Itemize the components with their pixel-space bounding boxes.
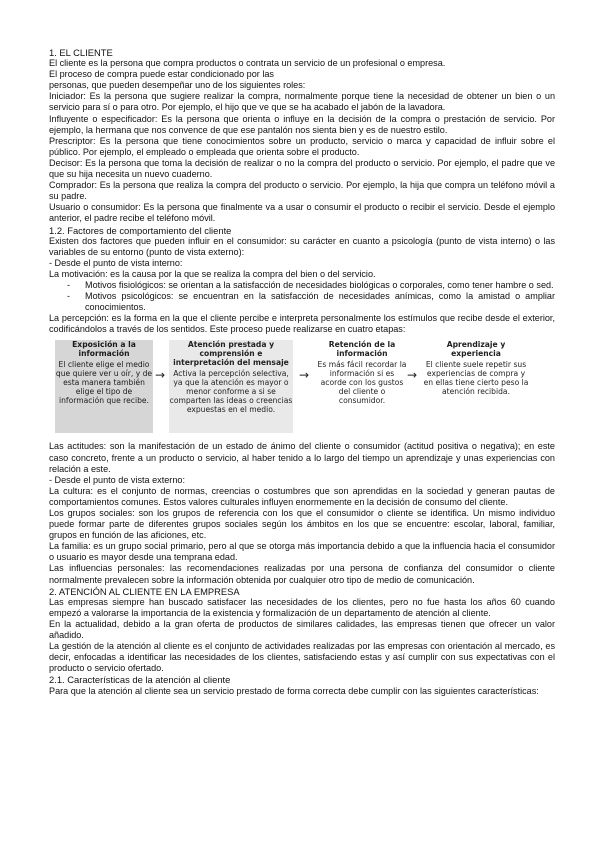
stage-text: Es más fácil recordar la información si es acorde con los gustos del cliente o consumidor. — [317, 360, 407, 406]
list-item: - Motivos fisiológicos: se orientan a la satisfacción de necesidades biológicas o corporales, como tener hambre o sed. — [85, 280, 555, 291]
paragraph: El proceso de compra puede estar condicionado por las — [49, 69, 274, 80]
arrow-right-icon: → — [407, 368, 418, 383]
motivos-list — [49, 280, 555, 313]
paragraph: En la actualidad, debido a la gran oferta de productos de similares calidades, las empresas tienen que ofrecer un valor añadido. — [49, 618, 555, 641]
paragraph: La gestión de la atención al cliente es el conjunto de actividades realizadas por las empresas con orientación al mercado, es decir, enfocadas a identificar las necesidades de los clientes, satisfaciendo estas y así cumplir con sus expectativas con el producto o servicio ofertado. — [49, 641, 555, 674]
paragraph-comprador: Comprador: Es la persona que realiza la compra del producto o servicio. Por ejemplo, la hija que compra un teléfono móvil a su padre. — [49, 180, 555, 202]
paragraph: - Desde el punto de vista externo: — [49, 474, 185, 485]
paragraph-percepcion: La percepción: es la forma en la que el cliente percibe e interpreta personalmente los estímulos que recibe desde el exterior, codificándolos a través de los sentidos. Este proceso puede realizarse en cuatro etapas: — [49, 313, 555, 335]
paragraph-decisor: Decisor: Es la persona que toma la decisión de realizar o no la compra del producto o servicio. Por ejemplo, el padre que ve que su hija necesita un nuevo cuaderno. — [49, 157, 555, 180]
arrow-right-icon: → — [299, 368, 310, 383]
paragraph: Para que la atención al cliente sea un servicio prestado de forma correcta debe cumplir con las siguientes características: — [49, 685, 539, 696]
paragraph-motivacion: La motivación: es la causa por la que se realiza la compra del bien o del servicio. — [49, 268, 376, 279]
stage-title: Aprendizaje y experiencia — [446, 340, 506, 359]
paragraph-usuario: Usuario o consumidor: Es la persona que finalmente va a usar o consumir el producto o recibir el servicio. Desde el ejemplo anterior, el padre recibe el teléfono móvil. — [49, 202, 555, 224]
stage-text: Activa la percepción selectiva, ya que la atención es mayor o menor conforme a si se comparten las ideas o creencias expuestas en el medio. — [169, 369, 293, 415]
stage-title: Atención prestada y comprensión e interpretación del mensaje — [173, 340, 289, 368]
section-title-atencion: 2. ATENCIÓN AL CLIENTE EN LA EMPRESA — [49, 585, 240, 597]
paragraph: El cliente es la persona que compra productos o contrata un servicio de un profesional o empresa. — [49, 58, 446, 69]
subsection-title-caracteristicas: 2.1. Características de la atención al cliente — [49, 674, 231, 686]
stage-atencion — [169, 340, 293, 433]
paragraph-actitudes: Las actitudes: son la manifestación de un estado de ánimo del cliente o consumidor (actitud positiva o negativa); en este caso concreto, frente a un producto o servicio, al haber tenido a lo largo del tiempo un aprendizaje y unas experiencias con relación a este. — [49, 441, 555, 474]
paragraph: - Desde el punto de vista interno: — [49, 257, 183, 268]
paragraph-familia: La familia: es un grupo social primario, pero al que se otorga más importancia debido a que la influencia hacia el consumidor o usuario es mayor desde una temprana edad. — [49, 541, 555, 563]
paragraph-grupos-sociales: Los grupos sociales: son los grupos de referencia con los que el consumidor o cliente se identifica. Un mismo individuo puede formar parte de diferentes grupos sociales según los ámbitos en los que se encuentre: escolar, laboral, familiar, grupos en función de las aficiones, etc. — [49, 508, 555, 541]
paragraph: Las empresas siempre han buscado satisfacer las necesidades de los clientes, pero no fue hasta los años 60 cuando empezó a valorarse la importancia de la existencia y formalización de un departamento de atención al cliente. — [49, 596, 555, 618]
stage-retencion — [317, 340, 407, 433]
paragraph-influyente: Influyente o especificador: Es la persona que orienta o influye en la decisión de la compra o prestación de servicio. Por ejemplo, la hermana que nos convence de que ese pantalón nos sienta bien y es de nuestro estilo. — [49, 113, 555, 135]
paragraph-cultura: La cultura: es el conjunto de normas, creencias o costumbres que son aprendidas en la sociedad y generan pautas de comportamientos comunes. Estos valores culturales influyen enormemente en la decisión de consumo del cliente. — [49, 485, 555, 507]
paragraph: Existen dos factores que pueden influir en el consumidor: su carácter en cuanto a psicología (punto de vista interno) o las variables de su entorno (punto de vista externo): — [49, 235, 555, 257]
stage-text: El cliente suele repetir sus experiencias de compra y en ellas tiene cierto peso la atención recibida. — [423, 360, 529, 397]
arrow-right-icon: → — [155, 368, 166, 383]
section-title-factores: 1.2. Factores de comportamiento del cliente — [49, 224, 232, 236]
list-item: - Motivos psicológicos: se encuentran en la satisfacción de necesidades anímicas, como la amistad o ampliar conocimientos. — [85, 291, 555, 313]
stage-title: Exposición a la información — [72, 340, 136, 359]
stage-aprendizaje — [421, 340, 531, 433]
stage-text: El cliente elige el medio que quiere ver u oír, y de esta manera también elige el tipo de información que recibe. — [55, 360, 153, 406]
stage-exposicion — [55, 340, 153, 433]
paragraph-influencias: Las influencias personales: las recomendaciones realizadas por una persona de confianza del consumidor o cliente normalmente prevalecen sobre la información obtenida por cualquier otro tipo de medio de comunicación. — [49, 563, 555, 585]
document-page — [49, 47, 555, 697]
paragraph: personas, que pueden desempeñar uno de los siguientes roles: — [49, 80, 306, 91]
paragraph-prescriptor: Prescriptor: Es la persona que tiene conocimientos sobre un producto, servicio o marca y capacidad de influir sobre el público. Por ejemplo, el empleado o empleada que orienta sobre el producto. — [49, 135, 555, 157]
stage-title: Retención de la información — [328, 340, 396, 359]
perception-stages-diagram — [49, 340, 555, 435]
paragraph-iniciador: Iniciador: Es la persona que sugiere realizar la compra, normalmente porque tiene la necesidad de obtener un bien o un servicio para sí o para otro. Por ejemplo, el hijo que ve que se ha acabado el jabón de la lavadora. — [49, 91, 555, 113]
section-title-cliente: 1. EL CLIENTE — [49, 47, 113, 58]
